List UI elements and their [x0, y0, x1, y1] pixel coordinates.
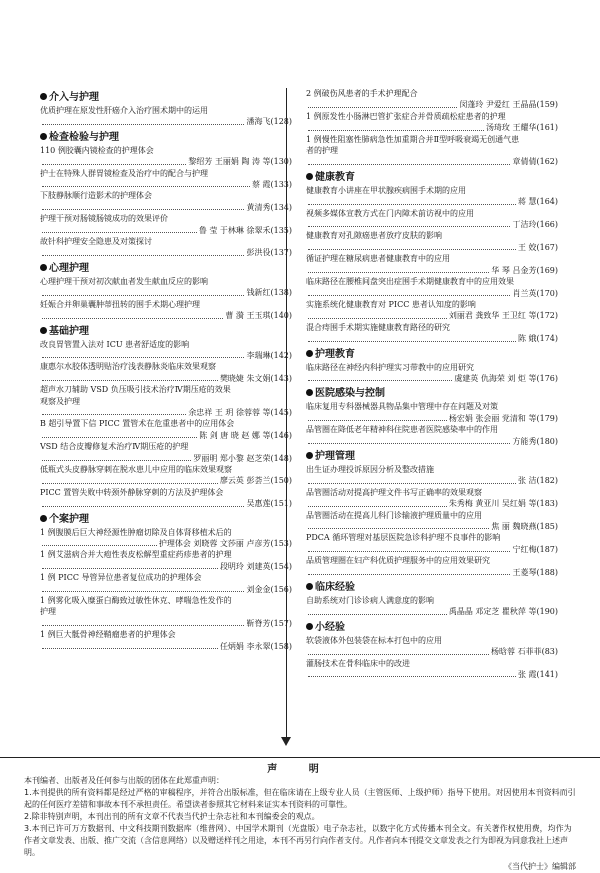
entry-author: 陈 剑 唐 晓 赵 娜 等 [199, 430, 271, 440]
entry-title: 1 例巨大骶骨神经鞘瘤患者的护理体会 [40, 630, 176, 640]
leader-dots [42, 538, 157, 546]
entry-page: (140) [270, 311, 292, 321]
entry-leader [40, 247, 292, 258]
entry-author: 李瑞琳 [246, 350, 271, 360]
entry-page: (141) [536, 670, 558, 680]
entry-leader [306, 288, 558, 299]
entry-page: (146) [270, 430, 292, 440]
leader-dots [42, 475, 218, 483]
section-heading [40, 262, 292, 276]
entry-title: 品管圈活动对提高护理文件书写正确率的效果观察 [306, 487, 482, 497]
entry-title: 临床路径在腰椎间盘突出症围手术期健康教育中的应用效果 [306, 277, 514, 287]
leader-dots [308, 333, 516, 341]
leader-dots [308, 122, 484, 130]
leader-dots [308, 242, 516, 250]
entry-leader [40, 453, 292, 464]
entry-author: 刘丽君 龚致华 王卫红 等 [448, 311, 537, 321]
toc-entry [306, 424, 558, 447]
entry-leader [40, 373, 292, 384]
section-heading [40, 325, 292, 339]
entry-title: 护士在特殊人群胃镜检查及治疗中的配合与护理 [40, 168, 208, 178]
entry-leader [306, 475, 558, 486]
section-title: 基础护理 [49, 325, 89, 337]
section-heading [306, 450, 558, 464]
entry-author: 彭洪役 [246, 248, 271, 258]
toc-entry [40, 213, 292, 236]
leader-dots [308, 196, 516, 204]
entry-leader [40, 407, 292, 418]
toc-entry [306, 299, 558, 322]
leader-dots [308, 606, 447, 614]
entry-author: 丁洁玲 [512, 220, 537, 230]
leader-dots [42, 453, 191, 461]
entry-author: 焦 丽 魏晓燕 [491, 522, 537, 531]
entry-page: (151) [270, 499, 292, 509]
entry-title: 故针科护理安全隐患及对策探讨 [40, 237, 152, 247]
declaration-paragraph: 1.本刊提供的所有资料都是经过严格的审稿程序，并符合出版标准，但在临床请在上级专业人员（主管医师、上级护师）指导下使用。对因使用本刊资料而引起的任何医疗差错和事故本刊不承担责任。希望读者参照其它材料来证实本刊资料的可靠性。 [24, 788, 576, 809]
toc-entry [40, 361, 292, 384]
entry-title: 循证护理在糖尿病患者健康教育中的应用 [306, 254, 450, 264]
leader-dots [308, 498, 447, 506]
entry-page: (130) [270, 157, 292, 167]
entry-leader [306, 436, 558, 447]
entry-leader [306, 373, 558, 384]
leader-dots [42, 116, 244, 124]
entry-author: 刘金金 [246, 584, 271, 594]
bullet-dot-icon [40, 515, 47, 522]
section-heading [40, 91, 292, 105]
leader-dots [308, 646, 489, 654]
entry-leader [306, 310, 558, 321]
entry-author: 陈 娥 [517, 334, 537, 344]
entry-page: (153) [270, 539, 292, 548]
entry-title: 护理干预对肠镜肠镜成功的效果评价 [40, 214, 168, 224]
bullet-dot-icon [306, 389, 313, 396]
leader-dots [308, 265, 489, 273]
leader-dots [308, 567, 510, 575]
entry-leader [306, 521, 558, 532]
entry-title: 视频多媒体宣教方式在门内障术前访视中的应用 [306, 208, 474, 218]
entry-page: (174) [536, 334, 558, 344]
entry-title: 1 例腹膜后巨大神经源性肿瘤切除及自体肾移植术后的 [40, 527, 232, 537]
toc-entry [40, 629, 292, 652]
entry-leader [40, 225, 292, 236]
bullet-dot-icon [306, 173, 313, 180]
toc-entry [40, 487, 292, 510]
entry-title: 1 例 PICC 导管异位患者复位成功的护理体会 [40, 573, 202, 583]
entry-author: 曹 漪 王玉琪 [225, 311, 271, 321]
toc-entry [306, 322, 558, 345]
entry-title: PICC 置管失败中转颈外静脉穿刺的方法及护理体会 [40, 487, 224, 497]
entry-title: 优质护理在原发性肝癌介入治疗围术期中的运用 [40, 106, 208, 115]
toc-entry [40, 105, 292, 128]
entry-page: (148) [270, 453, 292, 463]
entry-author: 钱新红 [246, 288, 271, 298]
entry-leader [306, 265, 558, 276]
leader-dots [308, 436, 510, 444]
entry-title: 改良胃管置入法对 ICU 患者舒适度的影响 [40, 339, 190, 349]
toc-entry [306, 134, 558, 168]
toc-entry [40, 418, 292, 441]
entry-author: 任炳娟 李永翠 [219, 641, 271, 651]
leader-dots [42, 350, 244, 358]
entry-author: 张 洁 [517, 476, 537, 486]
entry-author: 方能秀 [512, 436, 537, 446]
entry-leader [306, 544, 558, 555]
toc-entry [306, 208, 558, 231]
entry-author: 杨宏娟 张会丽 党清和 等 [448, 413, 537, 423]
leader-dots [42, 618, 244, 626]
entry-author: 黎绍芳 王丽娟 陶 涛 等 [188, 157, 271, 167]
toc-entry [40, 339, 292, 362]
entry-leader [306, 646, 558, 657]
entry-title: 1 例雾化吸入糜蛋白酶致过敏性休克、哮喘急性发作的 [40, 596, 232, 606]
entry-title: 实施系统化健康教育对 PICC 患者认知度的影响 [306, 299, 476, 309]
section-title: 心理护理 [49, 262, 89, 274]
entry-page: (187) [536, 544, 558, 554]
entry-title: 者的护理 [306, 146, 338, 156]
leader-dots [308, 156, 510, 164]
entry-author: 段明玲 刘建英 [219, 561, 271, 571]
toc-entry [306, 401, 558, 424]
down-arrow-icon [281, 737, 291, 746]
entry-title: 灌肠技术在骨科临床中的改进 [306, 658, 410, 668]
entry-title: 出生证办理投诉原因分析及整改措施 [306, 464, 434, 474]
bullet-dot-icon [40, 264, 47, 271]
entry-author: 朱秀梅 黄亚川 吴红娟 等 [448, 499, 537, 509]
entry-author: 护理体会 刘晓蓉 文莎丽 卢彦芳 [158, 539, 271, 548]
leader-dots [42, 373, 218, 381]
leader-dots [42, 225, 197, 233]
leader-dots [42, 247, 244, 255]
section-heading [306, 348, 558, 362]
entry-title: VSD 结合皮瓣修复术治疗Ⅳ期压疮的护理 [40, 442, 189, 452]
entry-leader [40, 584, 292, 595]
entry-author: 廖云英 彭荟兰 [219, 476, 271, 486]
entry-author: 汤琦玫 王耀华 [485, 123, 537, 133]
entry-page: (176) [536, 373, 558, 383]
declaration-signature: 《当代护士》编辑部 [504, 862, 576, 871]
toc-entry [40, 595, 292, 629]
entry-title: 妊娠合并卵巢囊肿蒂扭转的围手术期心理护理 [40, 299, 200, 309]
entry-title: 心理护理干预对初次献血者发生献血反应的影响 [40, 276, 208, 286]
toc-entry [306, 635, 558, 658]
leader-dots [42, 156, 186, 164]
entry-leader [40, 350, 292, 361]
entry-leader [306, 413, 558, 424]
entry-page: (135) [270, 225, 292, 235]
bullet-dot-icon [40, 327, 47, 334]
entry-page: (170) [536, 288, 558, 298]
toc-entry [306, 532, 558, 555]
entry-author: 潘海飞 [246, 117, 271, 127]
entry-page: (154) [270, 561, 292, 571]
toc-entry [40, 464, 292, 487]
entry-page: (179) [536, 413, 558, 423]
entry-leader [306, 122, 558, 133]
section-heading [40, 513, 292, 527]
toc-entry [306, 276, 558, 299]
toc-entry [40, 276, 292, 299]
entry-page: (137) [270, 248, 292, 258]
entry-leader [40, 430, 292, 441]
entry-author: 虞建英 仇海荣 刘 炬 等 [454, 373, 537, 383]
declaration-title: 声 明 [267, 764, 333, 775]
entry-author: 吴惠莲 [246, 499, 271, 509]
entry-author: 蔡 霞 [251, 180, 271, 190]
entry-title: 临床复用专科器械器具物品集中管理中存在问题及对策 [306, 402, 498, 412]
entry-page: (161) [536, 123, 558, 133]
entry-title: 110 例胶囊内镜检查的护理体会 [40, 145, 154, 155]
entry-title: PDCA 循环管理对基层医院急诊科护理不良事件的影响 [306, 533, 501, 543]
leader-dots [308, 99, 457, 107]
entry-leader [306, 99, 558, 110]
leader-dots [308, 219, 510, 227]
leader-dots [42, 202, 244, 210]
entry-page: (182) [536, 476, 558, 486]
entry-author: 张 霞 [517, 670, 537, 680]
leader-dots [308, 373, 452, 381]
entry-title: 临床路径在神经内科护理实习带教中的应用研究 [306, 362, 474, 372]
entry-author: 鲁 莹 于林琳 徐翠禾 [198, 225, 271, 235]
declaration-paragraph: 2.除非特别声明，本刊出刊的所有文章不代表当代护士杂志社和本刊编委会的观点。 [24, 812, 320, 821]
declaration-paragraph: 3.本刊已许可万方数据刊、中文科技期刊数据库（维普网）、中国学术期刊（光盘版）电子杂志社，以数字化方式传播本刊全文。有关著作权使用费，均作为作者文章发表、出版、推广交流（含信息网络）以及赠送样刊之用途，本刊不再另行向作者支付。凡作者向本刊提交文章发表之行为即视为同意我社上述声明。 [24, 824, 572, 857]
leader-dots [42, 430, 197, 438]
entry-title: 1 例原发性小肠淋巴管扩张症合并骨质疏松症患者的护理 [306, 111, 506, 121]
bullet-dot-icon [306, 623, 313, 630]
entry-title: 健康教育小讲座在甲状腺疾病围手术期的应用 [306, 185, 466, 195]
leader-dots [42, 407, 186, 415]
entry-page: (183) [536, 499, 558, 509]
entry-page: (143) [270, 373, 292, 383]
toc-left-column [40, 88, 292, 652]
entry-page: (159) [536, 100, 558, 110]
leader-dots [308, 669, 516, 677]
toc-right-column [306, 88, 558, 680]
toc-entry [40, 441, 292, 464]
entry-title: 混合痔围手术期实施健康教育路径的研究 [306, 322, 450, 332]
entry-author: 肖兰英 [512, 288, 537, 298]
toc-entry [40, 299, 292, 322]
entry-author: 杨晗蓉 石菲菲 [491, 647, 542, 657]
entry-page: (172) [536, 311, 558, 321]
section-title: 小经验 [315, 621, 345, 633]
section-heading [306, 171, 558, 185]
bullet-dot-icon [40, 93, 47, 100]
section-title: 临床经验 [315, 582, 355, 594]
entry-leader [306, 567, 558, 578]
leader-dots [308, 310, 447, 318]
entry-leader [40, 202, 292, 213]
toc-entry [306, 510, 558, 533]
section-title: 介入与护理 [49, 92, 99, 103]
entry-title: 低瓶式头皮静脉穿刺在脱水患儿中应用的临床效果观察 [40, 464, 232, 474]
entry-page: (190) [536, 607, 558, 617]
toc-entry [40, 145, 292, 168]
entry-title: 自助系统对门诊诊病人满意度的影响 [306, 596, 434, 606]
bullet-dot-icon [306, 452, 313, 459]
bullet-dot-icon [40, 133, 47, 140]
toc-entry [306, 230, 558, 253]
entry-title: 下肢静脉顺行造影术的护理体会 [40, 191, 152, 201]
toc-entry [40, 527, 292, 550]
toc-entry [40, 190, 292, 213]
section-heading [40, 131, 292, 145]
entry-leader [306, 669, 558, 680]
entry-title: 品质管理圈在妇产科优质护理服务中的应用效果研究 [306, 556, 490, 566]
entry-leader [40, 475, 292, 486]
entry-title: 品管圈在降低老年精神科住院患者医院感染率中的作用 [306, 425, 498, 435]
entry-author: 靳脊芳 [246, 618, 271, 628]
entry-author: 王菱琴 [512, 567, 537, 577]
entry-page: (138) [270, 288, 292, 298]
entry-leader [40, 641, 292, 652]
entry-title: 品管圈活动在提高儿科门诊输液护理质量中的应用 [306, 510, 482, 520]
entry-page: (156) [270, 584, 292, 594]
entry-author: 黄清秀 [246, 202, 271, 212]
bullet-dot-icon [306, 583, 313, 590]
entry-leader [40, 538, 292, 549]
leader-dots [308, 544, 510, 552]
entry-author: 余忠祥 王 玥 徐蓉蓉 等 [188, 407, 271, 417]
declaration-body [24, 775, 576, 873]
section-heading [306, 387, 558, 401]
entry-leader [40, 561, 292, 572]
entry-author: 华 琴 吕金芳 [491, 265, 537, 275]
leader-dots [42, 179, 250, 187]
entry-page: (142) [270, 350, 292, 360]
toc-entry [40, 384, 292, 418]
entry-leader [306, 242, 558, 253]
declaration-intro: 本刊编者、出版者及任何参与出版的团体在此郑重声明： [24, 776, 224, 785]
section-title: 护理教育 [315, 348, 355, 360]
section-heading [306, 581, 558, 595]
toc-entry [306, 487, 558, 510]
entry-leader [40, 310, 292, 321]
leader-dots [42, 310, 223, 318]
entry-page: (133) [270, 180, 292, 190]
entry-title: 观察及护理 [40, 396, 80, 406]
entry-page: (145) [270, 407, 292, 417]
entry-leader [40, 156, 292, 167]
leader-dots [42, 561, 218, 569]
bullet-dot-icon [306, 350, 313, 357]
toc-entry [40, 549, 292, 572]
entry-title: 超声水刀辅助 VSD 负压吸引技术治疗Ⅳ期压疮的效果 [40, 385, 231, 395]
entry-page: (167) [536, 242, 558, 252]
entry-author: 蒋 慧 [517, 197, 537, 207]
toc-entry [306, 362, 558, 385]
entry-leader [306, 606, 558, 617]
entry-page: (158) [270, 641, 292, 651]
entry-leader [306, 333, 558, 344]
entry-leader [40, 116, 292, 127]
leader-dots [42, 287, 244, 295]
entry-page: (162) [536, 157, 558, 167]
entry-leader [40, 618, 292, 629]
entry-leader [40, 179, 292, 190]
toc-entry [306, 88, 558, 111]
toc-entry [306, 658, 558, 681]
section-title: 护理管理 [315, 450, 355, 462]
section-heading [306, 621, 558, 635]
entry-author: 禹晶晶 邓定芝 瞿秋萍 等 [448, 607, 537, 617]
entry-leader [306, 196, 558, 207]
entry-page: (134) [270, 202, 292, 212]
toc-entry [306, 253, 558, 276]
entry-page: (166) [536, 220, 558, 230]
entry-leader [40, 287, 292, 298]
entry-title: 1 例慢性阻塞性肺病急性加重期合并Ⅱ型呼吸衰竭无创通气患 [306, 134, 520, 144]
section-title: 检查检验与护理 [49, 131, 119, 143]
entry-page: (180) [536, 436, 558, 446]
toc-entry [40, 572, 292, 595]
entry-title: 康惠尔水胶体透明贴治疗浅表静脉炎临床效果观察 [40, 362, 216, 372]
section-title: 个案护理 [49, 513, 89, 525]
leader-dots [308, 288, 510, 296]
entry-page: (188) [536, 567, 558, 577]
section-title: 健康教育 [315, 171, 355, 183]
entry-author: 章倩倩 [512, 157, 537, 167]
toc-entry [306, 185, 558, 208]
entry-leader [306, 498, 558, 509]
toc-entry [306, 111, 558, 134]
toc-entry [306, 595, 558, 618]
toc-entry [40, 236, 292, 259]
entry-page: (150) [270, 476, 292, 486]
declaration-rule [0, 757, 600, 758]
entry-leader [306, 156, 558, 167]
entry-leader [40, 498, 292, 509]
entry-page: (128) [270, 117, 292, 127]
entry-title: 护理 [40, 607, 56, 617]
entry-title: 健康教育对孔隙癌患者放疗皮肤的影响 [306, 231, 442, 241]
entry-author: 罗丽明 郑小黎 赵芝荣 [193, 453, 271, 463]
entry-page: (157) [270, 618, 292, 628]
entry-page: (83) [541, 647, 558, 657]
entry-author: 闵蓬玲 尹爱红 王晶晶 [459, 100, 537, 110]
leader-dots [42, 498, 244, 506]
toc-entry [40, 168, 292, 191]
entry-author: 宁红梅 [512, 544, 537, 554]
entry-title: B 超引导置下信 PICC 置管术在危重患者中的应用体会 [40, 419, 235, 429]
leader-dots [308, 413, 447, 421]
leader-dots [308, 521, 489, 529]
toc-entry [306, 555, 558, 578]
entry-page: (185) [536, 522, 558, 531]
entry-title: 软袋液体外包装袋在标本打包中的应用 [306, 635, 442, 645]
entry-author: 樊晓婕 朱文娟 [219, 373, 271, 383]
column-divider [286, 88, 287, 741]
section-title: 医院感染与控制 [315, 388, 385, 400]
entry-page: (169) [536, 265, 558, 275]
toc-entry [306, 464, 558, 487]
entry-author: 王 姣 [517, 242, 537, 252]
entry-leader [306, 219, 558, 230]
leader-dots [308, 475, 516, 483]
entry-page: (164) [536, 197, 558, 207]
entry-title: 1 例艾滋病合并大疱性表皮松解型重症药疹患者的护理 [40, 550, 232, 560]
entry-title: 2 例破伤风患者的手术护理配合 [306, 89, 418, 98]
leader-dots [42, 584, 244, 592]
leader-dots [42, 641, 218, 649]
